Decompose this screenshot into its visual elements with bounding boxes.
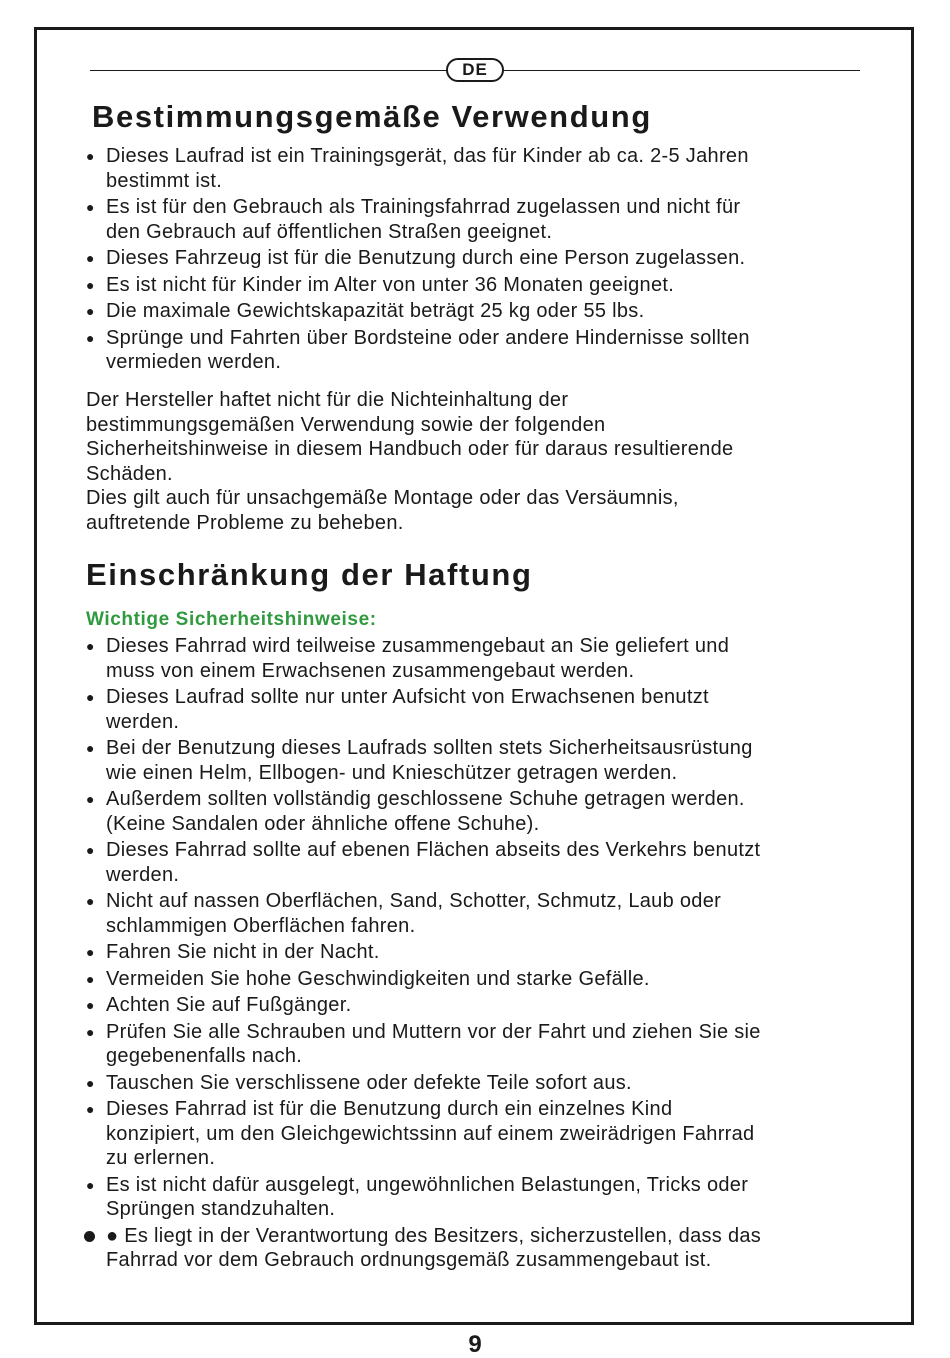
list-item bbox=[86, 993, 876, 1018]
bullet-text-line: werden. bbox=[106, 710, 180, 733]
bullet-dot-icon: ● bbox=[86, 1176, 95, 1193]
section1-bullet-list bbox=[86, 144, 876, 375]
list-item bbox=[86, 838, 876, 887]
list-item bbox=[86, 144, 876, 193]
section1-title: Bestimmungsgemäße Verwendung bbox=[92, 99, 652, 134]
bullet-dot-icon: ● bbox=[86, 842, 95, 858]
bullet-text-line: Vermeiden Sie hohe Geschwindigkeiten und starke Gefälle. bbox=[106, 967, 650, 990]
list-item bbox=[86, 736, 876, 785]
page-number: 9 bbox=[468, 1331, 482, 1358]
bullet-text-line: Prüfen Sie alle Schrauben und Muttern vor der Fahrt und ziehen Sie sie bbox=[106, 1020, 761, 1043]
bullet-text-line: Nicht auf nassen Oberflächen, Sand, Schotter, Schmutz, Laub oder bbox=[106, 890, 722, 912]
bullet-text-line: Sprüngen standzuhalten. bbox=[106, 1198, 336, 1220]
bullet-dot-icon: ● bbox=[86, 148, 95, 164]
list-item bbox=[86, 273, 876, 298]
list-item bbox=[86, 246, 876, 271]
bullet-dot-icon: ● bbox=[86, 250, 95, 266]
bullet-dot-icon: ● bbox=[86, 997, 95, 1013]
bullet-text-line: Fahren Sie nicht in der Nacht. bbox=[106, 941, 380, 963]
bullet-dot-icon: ● bbox=[86, 944, 95, 960]
list-item bbox=[86, 1224, 876, 1273]
bullet-text-line: Es ist für den Gebrauch als Trainingsfahrrad zugelassen und nicht für bbox=[106, 196, 741, 218]
bullet-text-line: Dieses Fahrrad ist für die Benutzung durch ein einzelnes Kind bbox=[106, 1098, 673, 1120]
language-badge: DE bbox=[446, 58, 504, 82]
list-item bbox=[86, 940, 876, 965]
bullet-dot-icon: ● bbox=[86, 740, 95, 756]
safety-subheading: Wichtige Sicherheitshinweise: bbox=[86, 609, 377, 630]
bullet-text-line: Außerdem sollten vollständig geschlossene Schuhe getragen werden. bbox=[106, 788, 745, 810]
bullet-text-line: Dieses Fahrzeug ist für die Benutzung durch eine Person zugelassen. bbox=[106, 247, 746, 269]
bullet-text-line: Dieses Fahrrad sollte auf ebenen Flächen abseits des Verkehrs benutzt bbox=[106, 839, 761, 861]
bullet-dot-icon bbox=[84, 1231, 95, 1242]
bullet-text-line: Sprünge und Fahrten über Bordsteine oder andere Hindernisse sollten bbox=[106, 326, 750, 349]
liability-paragraph bbox=[86, 388, 876, 535]
bullet-dot-icon: ● bbox=[86, 893, 95, 909]
bullet-text-line: zu erlernen. bbox=[106, 1147, 216, 1169]
bullet-dot-icon: ● bbox=[86, 970, 95, 987]
bullet-text-line: wie einen Helm, Ellbogen- und Knieschützer getragen werden. bbox=[106, 761, 678, 784]
bullet-text-line: konzipiert, um den Gleichgewichtssinn auf einem zweirädrigen Fahrrad bbox=[106, 1122, 755, 1145]
bullet-text-line: Tauschen Sie verschlissene oder defekte Teile sofort aus. bbox=[106, 1071, 632, 1094]
bullet-text-line: den Gebrauch auf öffentlichen Straßen geeignet. bbox=[106, 220, 553, 243]
bullet-dot-icon: ● bbox=[86, 638, 95, 654]
list-item bbox=[86, 195, 876, 244]
bullet-dot-icon: ● bbox=[86, 303, 95, 319]
paragraph-line: bestimmungsgemäßen Verwendung sowie der folgenden bbox=[86, 413, 606, 436]
bullet-text-line: werden. bbox=[106, 863, 180, 886]
bullet-text-line: muss von einem Erwachsenen zusammengebaut werden. bbox=[106, 659, 635, 682]
bullet-text-line: Die maximale Gewichtskapazität beträgt 25 kg oder 55 lbs. bbox=[106, 300, 645, 322]
safety-bullet-list bbox=[86, 634, 876, 1273]
bullet-text-line: vermieden werden. bbox=[106, 351, 282, 373]
bullet-text-line: Achten Sie auf Fußgänger. bbox=[106, 994, 352, 1016]
bullet-dot-icon: ● bbox=[86, 329, 95, 346]
list-item bbox=[86, 685, 876, 734]
bullet-text-line: gegebenenfalls nach. bbox=[106, 1045, 303, 1067]
bullet-dot-icon: ● bbox=[86, 276, 95, 293]
list-item bbox=[86, 787, 876, 836]
bullet-text-line: Fahrrad vor dem Gebrauch ordnungsgemäß zusammengebaut ist. bbox=[106, 1249, 712, 1271]
paragraph-line: Dies gilt auch für unsachgemäße Montage oder das Versäumnis, bbox=[86, 487, 679, 509]
list-item bbox=[86, 326, 876, 375]
bullet-dot-icon: ● bbox=[86, 1074, 95, 1091]
paragraph-line: Sicherheitshinweise in diesem Handbuch oder für daraus resultierende bbox=[86, 438, 734, 460]
bullet-dot-icon: ● bbox=[86, 1101, 95, 1117]
bullet-dot-icon: ● bbox=[86, 689, 95, 705]
list-item bbox=[86, 1097, 876, 1171]
bullet-text-line: Es ist nicht für Kinder im Alter von unter 36 Monaten geeignet. bbox=[106, 273, 675, 296]
list-item bbox=[86, 634, 876, 683]
bullet-text-line: Es ist nicht dafür ausgelegt, ungewöhnlichen Belastungen, Tricks oder bbox=[106, 1173, 749, 1196]
bullet-dot-icon: ● bbox=[86, 199, 95, 215]
bullet-text-line: Dieses Laufrad sollte nur unter Aufsicht von Erwachsenen benutzt bbox=[106, 686, 709, 708]
bullet-text-line: Bei der Benutzung dieses Laufrads sollten stets Sicherheitsausrüstung bbox=[106, 737, 753, 759]
section2-title: Einschränkung der Haftung bbox=[86, 557, 533, 592]
list-item bbox=[86, 1020, 876, 1069]
paragraph-line: Schäden. bbox=[86, 462, 173, 485]
bullet-text-line: ● Es liegt in der Verantwortung des Besitzers, sicherzustellen, dass das bbox=[106, 1224, 762, 1247]
list-item bbox=[86, 967, 876, 992]
bullet-text-line: Dieses Fahrrad wird teilweise zusammengebaut an Sie geliefert und bbox=[106, 635, 730, 657]
bullet-text-line: Dieses Laufrad ist ein Trainingsgerät, das für Kinder ab ca. 2-5 Jahren bbox=[106, 145, 749, 167]
bullet-text-line: schlammigen Oberflächen fahren. bbox=[106, 914, 416, 937]
paragraph-line: Der Hersteller haftet nicht für die Nichteinhaltung der bbox=[86, 389, 569, 411]
bullet-dot-icon: ● bbox=[86, 1023, 95, 1040]
bullet-text-line: bestimmt ist. bbox=[106, 169, 223, 192]
bullet-text-line: (Keine Sandalen oder ähnliche offene Schuhe). bbox=[106, 812, 540, 835]
paragraph-line: auftretende Probleme zu beheben. bbox=[86, 511, 404, 534]
list-item bbox=[86, 1173, 876, 1222]
bullet-dot-icon: ● bbox=[86, 791, 95, 807]
list-item bbox=[86, 889, 876, 938]
list-item bbox=[86, 299, 876, 324]
list-item bbox=[86, 1071, 876, 1096]
